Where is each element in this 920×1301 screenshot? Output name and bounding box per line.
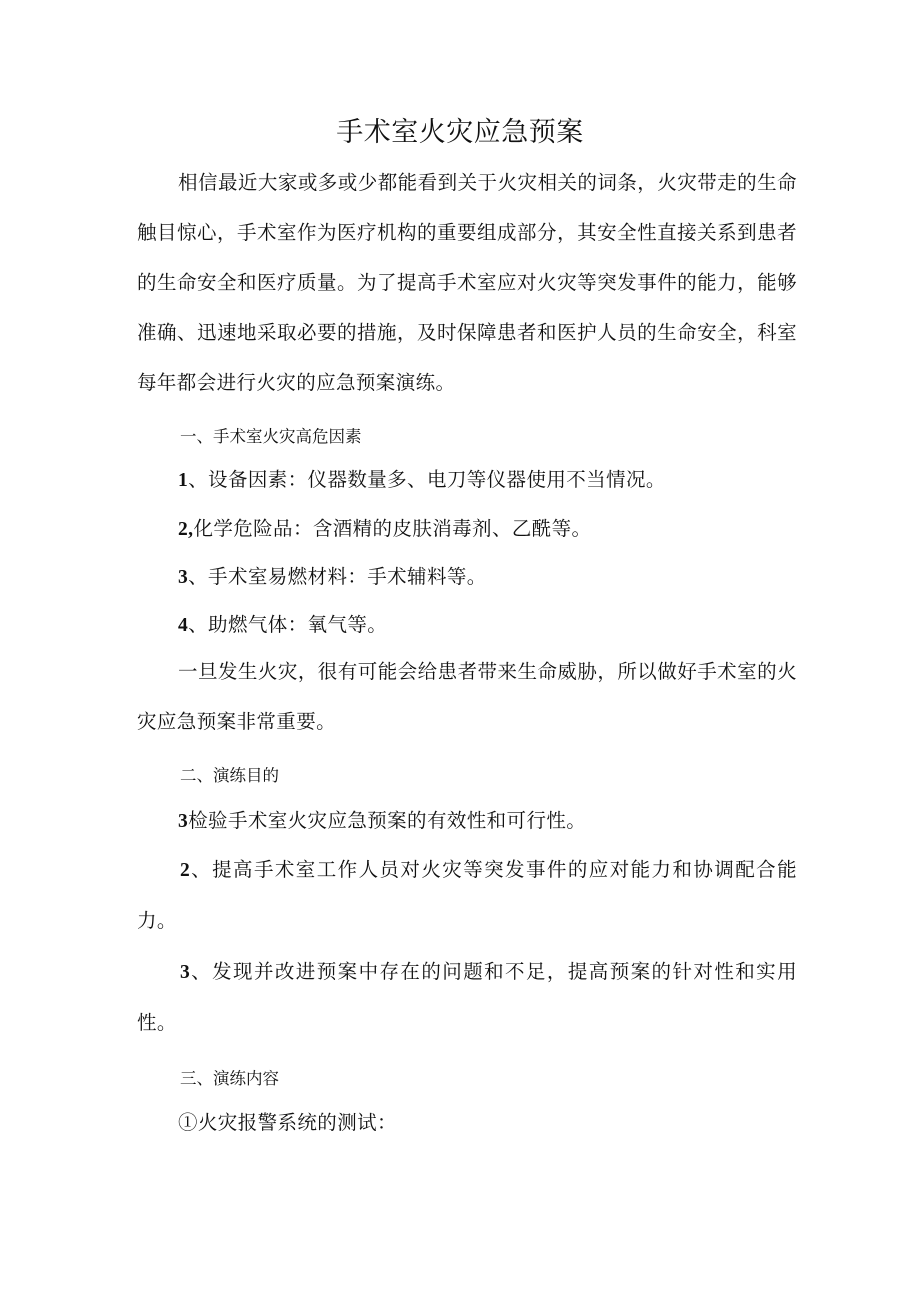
item-number: 1 bbox=[178, 470, 189, 491]
item-text: 、发现并改进预案中存在的问题和不足，提高预案的针对性和实用性。 bbox=[137, 960, 797, 1034]
item-text: 、提高手术室工作人员对火灾等突发事件的应对能力和协调配合能力。 bbox=[137, 858, 797, 932]
document-title: 手术室火灾应急预案 bbox=[336, 117, 584, 148]
item-number: 4 bbox=[178, 615, 189, 636]
section2-item-1 bbox=[178, 806, 586, 837]
section2-item-3 bbox=[137, 947, 797, 1048]
section1-heading: 一、手术室火灾高危因素 bbox=[180, 427, 362, 446]
item-number: 3 bbox=[178, 567, 189, 588]
item-text: 化学危险品：含酒精的皮肤消毒剂、乙酰等。 bbox=[193, 517, 592, 540]
item-text: 、助燃气体：氧气等。 bbox=[188, 613, 388, 636]
item-number: 2 bbox=[180, 860, 191, 881]
section3-heading: 三、演练内容 bbox=[180, 1069, 279, 1088]
section1-item-1 bbox=[178, 465, 666, 496]
item-number: 3 bbox=[180, 962, 191, 983]
section2-item-2 bbox=[137, 845, 797, 946]
section1-item-2 bbox=[178, 514, 591, 545]
item-number: 3 bbox=[178, 811, 189, 832]
item-text: 、手术室易燃材料：手术辅料等。 bbox=[188, 565, 487, 588]
item-number: 2, bbox=[178, 519, 194, 540]
item-text: 、设备因素：仪器数量多、电刀等仪器使用不当情况。 bbox=[188, 468, 666, 491]
section1-item-4 bbox=[178, 610, 387, 641]
section2-heading: 二、演练目的 bbox=[180, 766, 279, 785]
item-text: 检验手术室火灾应急预案的有效性和可行性。 bbox=[188, 809, 587, 832]
section1-conclusion: 一旦发生火灾，很有可能会给患者带来生命威胁，所以做好手术室的火灾应急预案非常重要。 bbox=[137, 660, 797, 733]
section1-item-3 bbox=[178, 562, 487, 593]
section3-item-1: ①火灾报警系统的测试： bbox=[178, 1111, 397, 1134]
intro-paragraph: 相信最近大家或多或少都能看到关于火灾相关的词条，火灾带走的生命触目惊心，手术室作为医疗机构的重要组成部分，其安全性直接关系到患者的生命安全和医疗质量。为了提高手术室应对火灾等突发事件的能力，能够准确、迅速地采取必要的措施，及时保障患者和医护人员的生命安全，科室每年都会进行火灾的应急预案演练。 bbox=[137, 171, 797, 394]
